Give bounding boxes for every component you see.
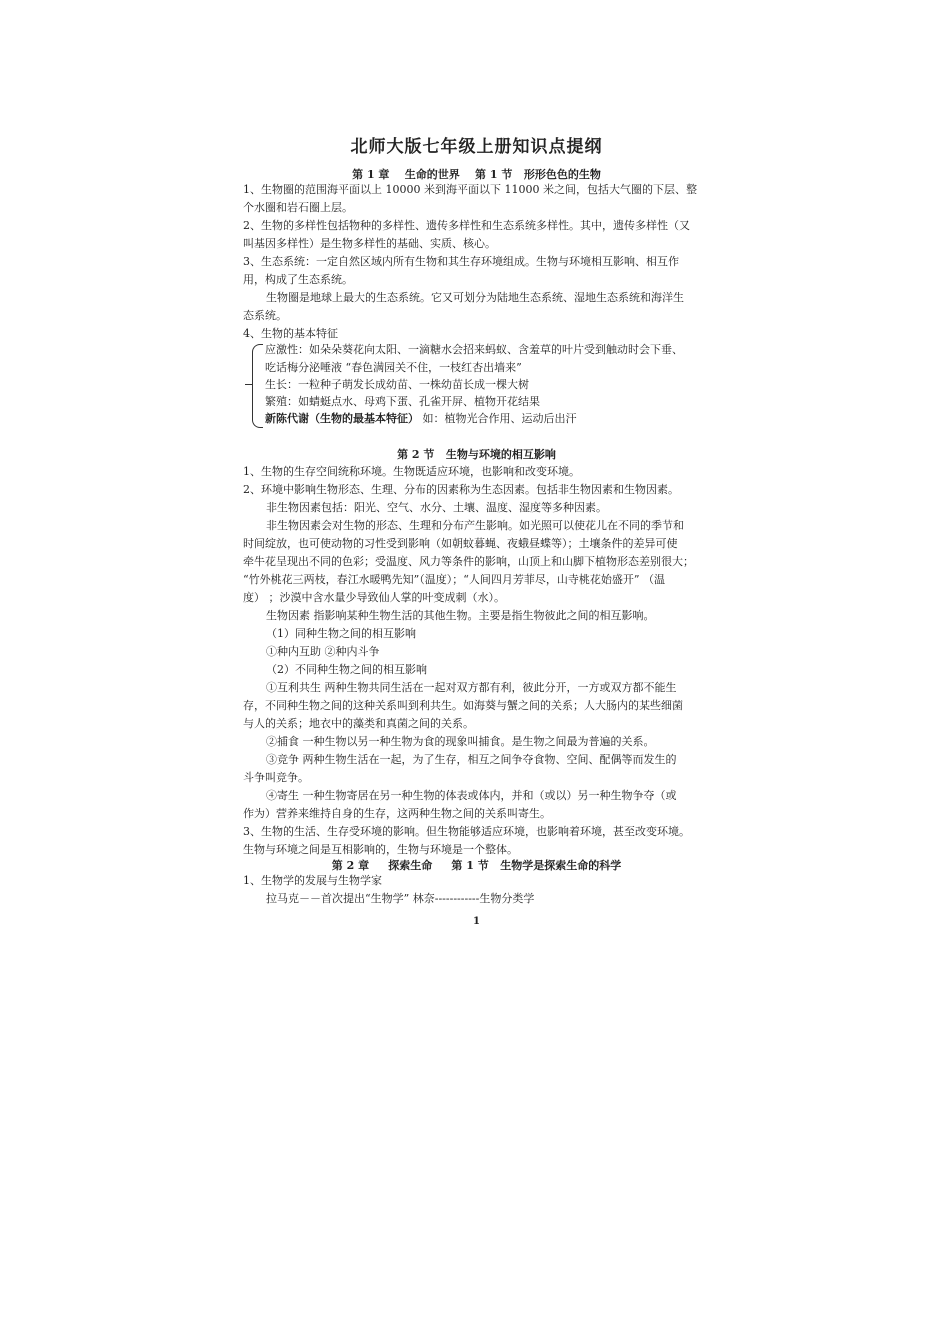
document-title: 北师大版七年级上册知识点提纲 <box>350 137 603 157</box>
chapter-2-heading: 第 2 章 探索生命 第 1 节 生物学是探索生命的科学 <box>331 859 622 872</box>
paragraph-line: 态系统。 <box>243 309 287 322</box>
paragraph-line: 4、生物的基本特征 <box>243 327 338 340</box>
paragraph-line: ④寄生 一种生物寄居在另一种生物的体表或体内，并和（或以）另一种生物争夺（或 <box>266 789 677 802</box>
paragraph-line: 与人的关系；地衣中的藻类和真菌之间的关系。 <box>243 717 474 730</box>
paragraph-line: （2）不同种生物之间的相互影响 <box>266 663 427 676</box>
paragraph-line: 存，不同种生物之间的这种关系叫到利共生。如海葵与蟹之间的关系；人大肠内的某些细菌 <box>243 699 683 712</box>
paragraph-line: ②捕食 一种生物以另一种生物为食的现象叫捕食。是生物之间最为普遍的关系。 <box>266 735 655 748</box>
feature-bold-label: 新陈代谢（生物的最基本特征） <box>265 412 419 425</box>
paragraph-line: 1、生物学的发展与生物学家 <box>243 874 382 887</box>
paragraph-line: ①互利共生 两种生物共同生活在一起对双方都有利，彼此分开，一方或双方都不能生 <box>266 681 677 694</box>
paragraph-line: 个水圈和岩石圈上层。 <box>243 201 353 214</box>
paragraph-line: ③竞争 两种生物生活在一起，为了生存，相互之间争夺食物、空间、配偶等而发生的 <box>266 753 677 766</box>
feature-item: 繁殖：如蜻蜓点水、母鸡下蛋、孔雀开屏、植物开花结果 <box>265 395 540 408</box>
features-brace-tip <box>245 384 252 385</box>
feature-item <box>265 412 710 426</box>
feature-item: 吃话梅分泌唾液 “春色满园关不住，一枝红杏出墙来” <box>265 361 522 374</box>
paragraph-line: 拉马克－－首次提出“生物学” 林奈------------生物分类学 <box>266 892 535 905</box>
paragraph-line: 度） ；沙漠中含水量少导致仙人掌的叶变成刺（水）。 <box>243 591 505 604</box>
paragraph-line: 斗争叫竞争。 <box>243 771 309 784</box>
paragraph-line: “竹外桃花三两枝，春江水暖鸭先知”（温度）；“人间四月芳菲尽，山寺桃花始盛开” （温 <box>243 573 665 586</box>
paragraph-line: 生物圈是地球上最大的生态系统。它又可划分为陆地生态系统、湿地生态系统和海洋生 <box>266 291 684 304</box>
paragraph-line: 非生物因素包括：阳光、空气、水分、土壤、温度、湿度等多种因素。 <box>266 501 607 514</box>
paragraph-line: 生物因素 指影响某种生物生活的其他生物。主要是指生物彼此之间的相互影响。 <box>266 609 655 622</box>
paragraph-line: 2、环境中影响生物形态、生理、分布的因素称为生态因素。包括非生物因素和生物因素。 <box>243 483 679 496</box>
section-2-heading: 第 2 节 生物与环境的相互影响 <box>397 448 556 461</box>
paragraph-line: ①种内互助 ②种内斗争 <box>266 645 380 658</box>
page-number: 1 <box>473 916 480 927</box>
paragraph-line: 非生物因素会对生物的形态、生理和分布产生影响。如光照可以使花儿在不同的季节和 <box>266 519 684 532</box>
chapter-1-heading: 第 1 章 生命的世界 第 1 节 形形色色的生物 <box>352 168 601 181</box>
paragraph-line: 时间绽放，也可使动物的习性受到影响（如朝蚊暮蝇、夜蛾昼蝶等）；土壤条件的差异可使 <box>243 537 678 550</box>
paragraph-line: 牵牛花呈现出不同的色彩；受温度、风力等条件的影响，山顶上和山脚下植物形态差别很大； <box>243 555 694 568</box>
paragraph-line: 作为）营养来维持自身的生存，这两种生物之间的关系叫寄生。 <box>243 807 551 820</box>
feature-example: 如：植物光合作用、运动后出汗 <box>419 412 577 425</box>
paragraph-line: 叫基因多样性）是生物多样性的基础、实质、核心。 <box>243 237 496 250</box>
paragraph-line: （1）同种生物之间的相互影响 <box>266 627 416 640</box>
paragraph-line: 生物与环境之间是互相影响的，生物与环境是一个整体。 <box>243 843 518 856</box>
feature-item: 生长：一粒种子萌发长成幼苗、一株幼苗长成一棵大树 <box>265 378 529 391</box>
features-brace <box>252 344 263 428</box>
paragraph-line: 1、生物圈的范围海平面以上 10000 米到海平面以下 11000 米之间，包括大气圈的下层、整 <box>243 183 697 196</box>
paragraph-line: 2、生物的多样性包括物种的多样性、遗传多样性和生态系统多样性。其中，遗传多样性（又 <box>243 219 690 232</box>
paragraph-line: 3、生物的生活、生存受环境的影响。但生物能够适应环境，也影响着环境，甚至改变环境。 <box>243 825 690 838</box>
paragraph-line: 用，构成了生态系统。 <box>243 273 353 286</box>
feature-item: 应激性：如朵朵葵花向太阳、一滴糖水会招来蚂蚁、含羞草的叶片受到触动时会下垂、 <box>265 343 683 356</box>
paragraph-line: 3、生态系统：一定自然区域内所有生物和其生存环境组成。生物与环境相互影响、相互作 <box>243 255 679 268</box>
paragraph-line: 1、生物的生存空间统称环境。生物既适应环境，也影响和改变环境。 <box>243 465 580 478</box>
